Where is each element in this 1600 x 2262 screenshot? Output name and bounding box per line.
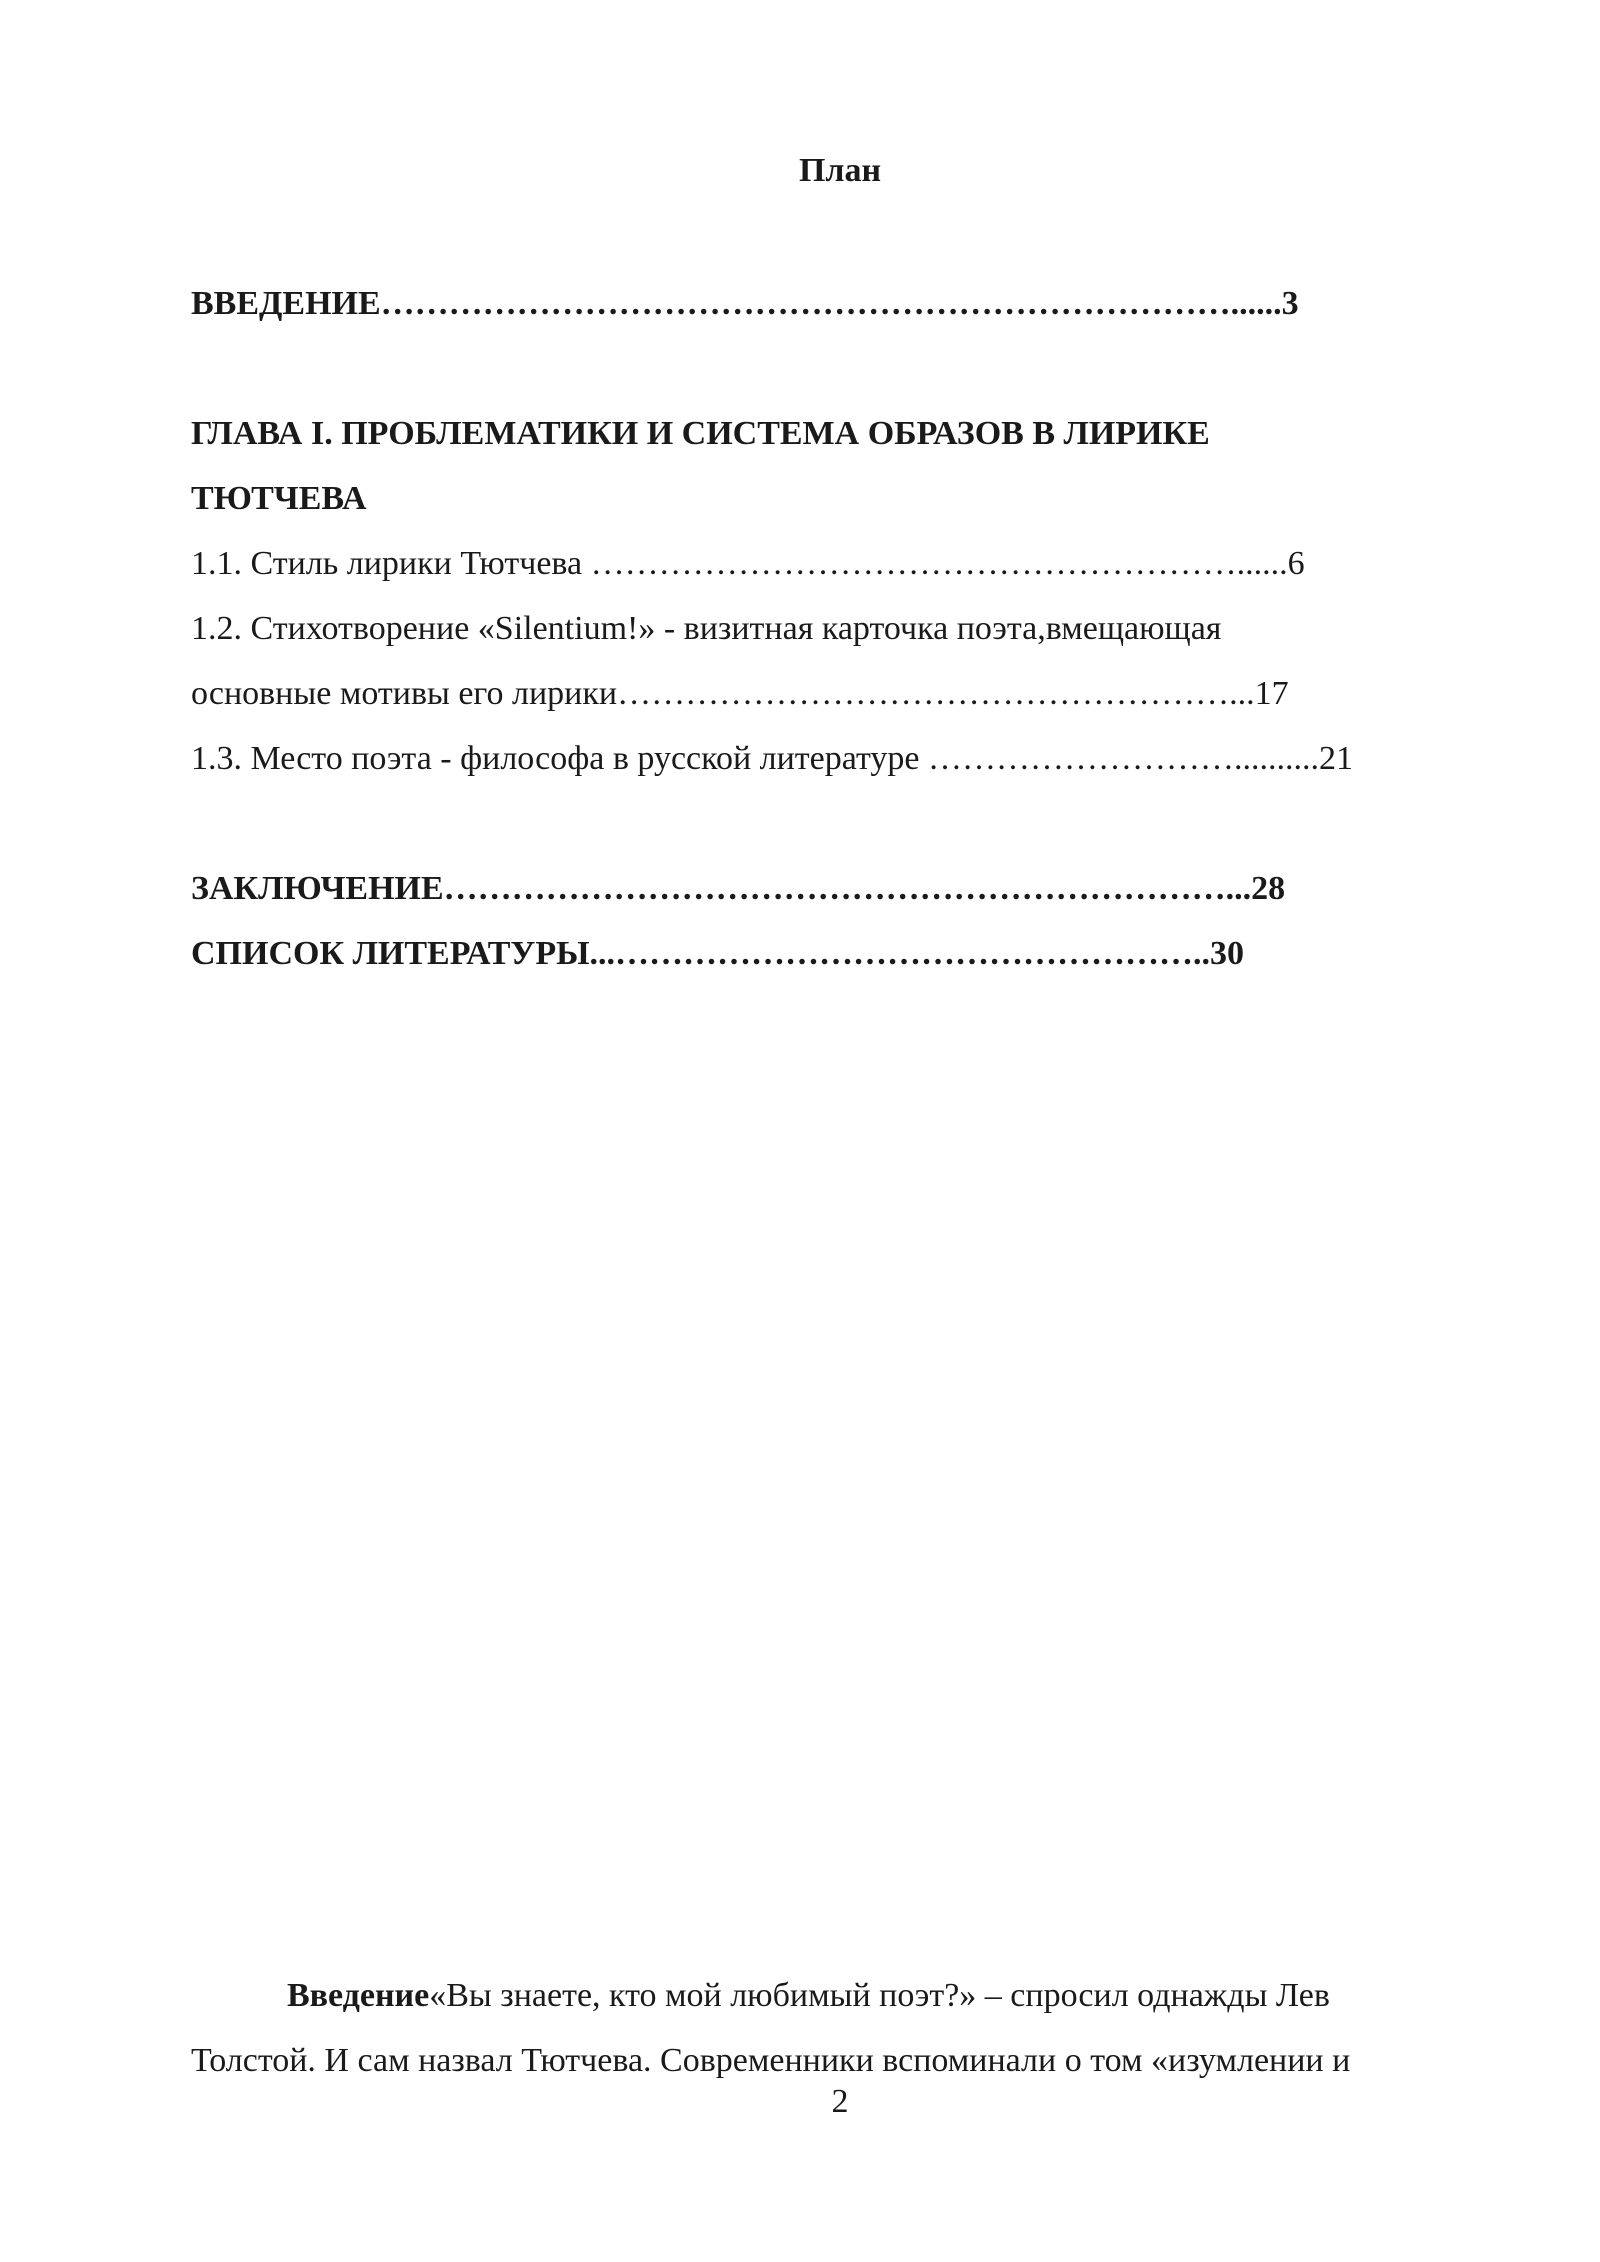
toc-item-introduction: ВВЕДЕНИЕ…………………………………………………………………......3 (191, 285, 1299, 322)
intro-paragraph-line2: Толстой. И сам назвал Тютчева. Современники вспоминали о том «изумлении и (191, 2042, 1351, 2079)
toc-chapter-title-line2: ТЮТЧЕВА (191, 480, 367, 517)
intro-heading: Введение (287, 1977, 430, 2014)
toc-item-section-1-1: 1.1. Стиль лирики Тютчева …………………………………………………......6 (191, 545, 1305, 582)
page-title: План (798, 152, 882, 189)
toc-item-section-1-2-line1: 1.2. Стихотворение «Silentium!» - визитная карточка поэта,вмещающая (191, 610, 1222, 647)
toc-item-bibliography: СПИСОК ЛИТЕРАТУРЫ...……………………………………………..30 (191, 935, 1245, 972)
toc-item-section-1-3: 1.3. Место поэта - философа в русской литературе ………………………..........21 (191, 740, 1353, 777)
toc-chapter-title-line1: ГЛАВА I. ПРОБЛЕМАТИКИ И СИСТЕМА ОБРАЗОВ В ЛИРИКЕ (191, 415, 1210, 452)
page-number: 2 (831, 2083, 849, 2120)
toc-item-conclusion: ЗАКЛЮЧЕНИЕ……………………………………………………………...28 (191, 870, 1286, 907)
intro-paragraph-line1 (287, 1977, 1330, 2015)
toc-item-section-1-2-line2: основные мотивы его лирики………………………………………………...17 (191, 675, 1289, 712)
intro-line1-text: «Вы знаете, кто мой любимый поэт?» – спросил однажды Лев (429, 1977, 1330, 2014)
